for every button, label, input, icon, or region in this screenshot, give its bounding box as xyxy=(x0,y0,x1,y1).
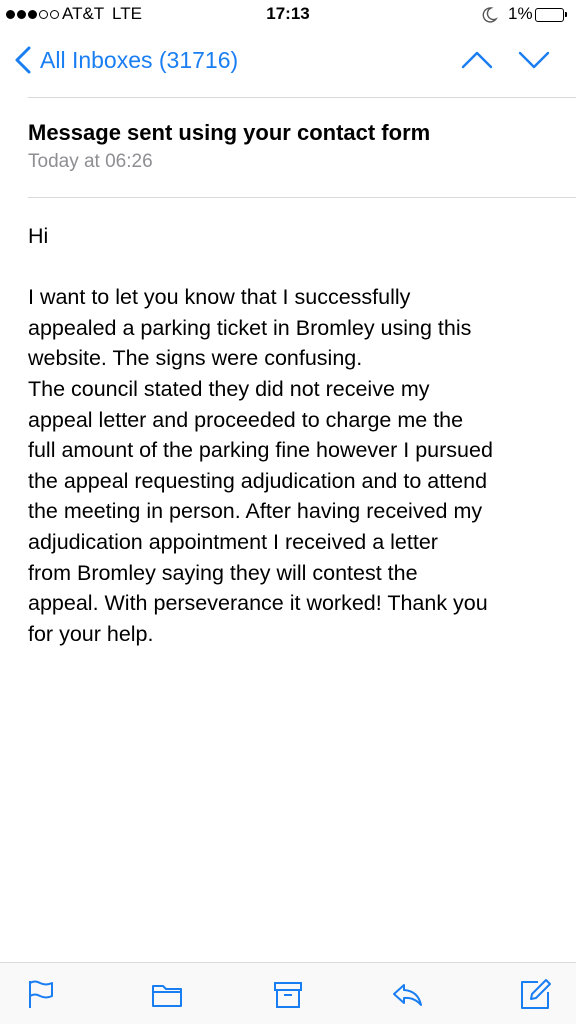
next-message-chevron-down-icon[interactable] xyxy=(516,44,552,76)
paragraph-spacer xyxy=(28,252,558,283)
move-to-folder-button[interactable] xyxy=(150,977,184,1011)
divider xyxy=(28,197,576,198)
folder-icon xyxy=(150,977,184,1011)
reply-button[interactable] xyxy=(390,977,424,1011)
do-not-disturb-moon-icon xyxy=(480,6,498,24)
battery-icon xyxy=(535,8,564,22)
body-line: The council stated they did not receive my xyxy=(28,376,430,401)
flag-icon xyxy=(24,977,58,1011)
flag-button[interactable] xyxy=(24,977,58,1011)
body-line: appeal. With perseverance it worked! Thank you xyxy=(28,591,488,616)
body-line: the meeting in person. After having received my xyxy=(28,499,483,524)
battery-percentage: 1% xyxy=(508,4,533,23)
back-button-label: All Inboxes (31716) xyxy=(40,46,239,73)
archive-button[interactable] xyxy=(271,977,305,1011)
clock: 17:13 xyxy=(266,4,310,23)
navigation-bar xyxy=(0,32,576,88)
back-to-inboxes-button[interactable] xyxy=(14,42,238,78)
body-line: full amount of the parking fine however I pursued xyxy=(28,438,493,463)
message-subject: Message sent using your contact form xyxy=(28,120,431,145)
body-line: I want to let you know that I successfully xyxy=(28,285,411,310)
body-line: adjudication appointment I received a letter xyxy=(28,529,438,554)
body-line: the appeal requesting adjudication and to attend xyxy=(28,468,488,493)
bottom-toolbar xyxy=(0,963,576,1024)
body-greeting: Hi xyxy=(28,224,49,248)
compose-button[interactable] xyxy=(518,977,552,1011)
compose-icon xyxy=(518,977,552,1011)
body-line: for your help. xyxy=(28,621,154,646)
chevron-left-icon xyxy=(14,45,32,75)
archive-icon xyxy=(271,977,305,1011)
previous-message-chevron-up-icon[interactable] xyxy=(459,44,495,76)
status-bar xyxy=(0,0,576,32)
body-line: appealed a parking ticket in Bromley using this xyxy=(28,315,472,340)
divider xyxy=(28,97,576,98)
body-line: website. The signs were confusing. xyxy=(28,346,363,371)
body-line: from Bromley saying they will contest the xyxy=(28,560,418,585)
message-date: Today at 06:26 xyxy=(28,151,153,172)
carrier-name: AT&T xyxy=(62,4,105,23)
message-body xyxy=(28,221,558,649)
body-line: appeal letter and proceeded to charge me the xyxy=(28,407,464,432)
network-type: LTE xyxy=(112,4,142,23)
reply-icon xyxy=(390,977,424,1011)
